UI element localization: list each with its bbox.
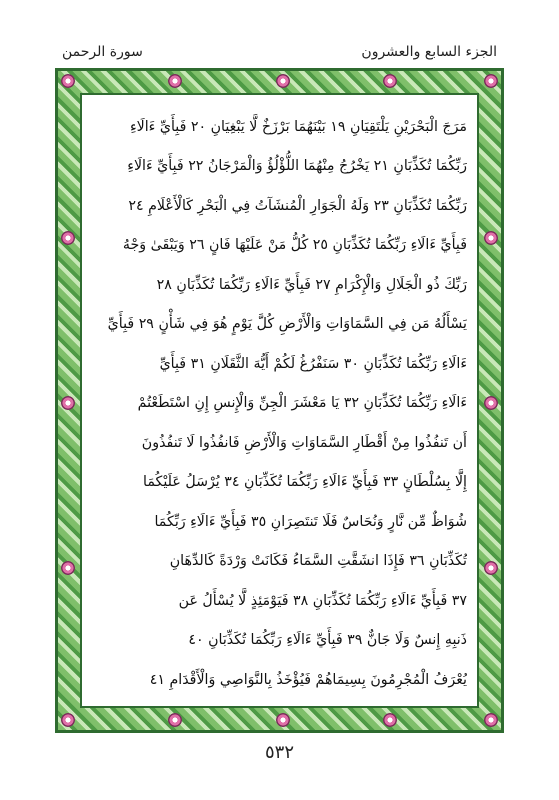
flower-ornament-icon xyxy=(276,74,290,88)
flower-ornament-icon xyxy=(61,74,75,88)
text-line: رَبِّكُمَا تُكَذِّبَانِ ٢٣ وَلَهُ الْجَوَارِ الْمُنشَآتُ فِي الْبَحْرِ كَالْأَعْلَامِ ٢٤ xyxy=(128,197,467,214)
text-line: ٣٧ فَبِأَيِّ ءَالَاءِ رَبِّكُمَا تُكَذِّبَانِ ٣٨ فَيَوْمَئِذٍ لَّا يُسْأَلُ عَن xyxy=(178,592,467,609)
flower-ornament-icon xyxy=(61,561,75,575)
text-line: أَن تَنفُذُوا مِنْ أَقْطَارِ السَّمَاوَاتِ وَالْأَرْضِ فَانفُذُوا لَا تَنفُذُونَ xyxy=(141,434,467,451)
text-line: ءَالَاءِ رَبِّكُمَا تُكَذِّبَانِ ٣٢ يَا مَعْشَرَ الْجِنِّ وَالْإِنسِ إِنِ اسْتَطَعْتُمْ xyxy=(137,395,467,412)
flower-ornament-icon xyxy=(484,74,498,88)
flower-ornament-icon xyxy=(168,713,182,727)
text-line: فَبِأَيِّ ءَالَاءِ رَبِّكُمَا تُكَذِّبَانِ ٢٥ كُلُّ مَنْ عَلَيْهَا فَانٍ ٢٦ وَيَبْقَىٰ وَجْهُ xyxy=(122,237,467,254)
text-line: تُكَذِّبَانِ ٣٦ فَإِذَا انشَقَّتِ السَّمَاءُ فَكَانَتْ وَرْدَةً كَالدِّهَانِ xyxy=(169,553,467,570)
text-line: مَرَجَ الْبَحْرَيْنِ يَلْتَقِيَانِ ١٩ بَيْنَهُمَا بَرْزَخٌ لَّا يَبْغِيَانِ ٢٠ فَبِأَيِّ ءَالَاءِ xyxy=(129,118,467,135)
flower-ornament-icon xyxy=(383,74,397,88)
text-line: رَبِّكَ ذُو الْجَلَالِ وَالْإِكْرَامِ ٢٧ فَبِأَيِّ ءَالَاءِ رَبِّكُمَا تُكَذِّبَانِ ٢٨ xyxy=(156,276,467,293)
flower-ornament-icon xyxy=(61,231,75,245)
page-number: ٥٣٢ xyxy=(264,742,294,763)
flower-ornament-icon xyxy=(484,713,498,727)
text-line: رَبِّكُمَا تُكَذِّبَانِ ٢١ يَخْرُجُ مِنْهُمَا اللُّؤْلُؤُ وَالْمَرْجَانُ ٢٢ فَبِأَيِّ ءَالَاءِ xyxy=(127,158,467,175)
text-line: شُوَاظٌ مِّن نَّارٍ وَنُحَاسٌ فَلَا تَنتَصِرَانِ ٣٥ فَبِأَيِّ ءَالَاءِ رَبِّكُمَا xyxy=(154,513,467,530)
text-line: يُعْرَفُ الْمُجْرِمُونَ بِسِيمَاهُمْ فَيُؤْخَذُ بِالنَّوَاصِي وَالْأَقْدَامِ ٤١ xyxy=(149,671,467,688)
text-line: يَسْأَلُهُ مَن فِي السَّمَاوَاتِ وَالْأَرْضِ كُلَّ يَوْمٍ هُوَ فِي شَأْنٍ ٢٩ فَبِأَيِّ xyxy=(107,316,467,333)
flower-ornament-icon xyxy=(484,396,498,410)
text-line: ءَالَاءِ رَبِّكُمَا تُكَذِّبَانِ ٣٠ سَنَفْرُغُ لَكُمْ أَيُّهَ الثَّقَلَانِ ٣١ فَبِأَيِّ xyxy=(159,355,467,372)
flower-ornament-icon xyxy=(168,74,182,88)
flower-ornament-icon xyxy=(61,396,75,410)
flower-ornament-icon xyxy=(484,561,498,575)
surah-name-header: سورة الرحمن xyxy=(62,44,143,60)
text-line: إِلَّا بِسُلْطَانٍ ٣٣ فَبِأَيِّ ءَالَاءِ رَبِّكُمَا تُكَذِّبَانِ ٣٤ يُرْسَلُ عَلَيْكُمَا xyxy=(143,474,467,491)
juz-name-header: الجزء السابع والعشرون xyxy=(361,44,497,60)
flower-ornament-icon xyxy=(276,713,290,727)
flower-ornament-icon xyxy=(383,713,397,727)
ornamental-frame xyxy=(55,68,504,733)
quran-text-block xyxy=(92,107,467,694)
text-line: ذَنبِهِ إِنسٌ وَلَا جَانٌّ ٣٩ فَبِأَيِّ ءَالَاءِ رَبِّكُمَا تُكَذِّبَانِ ٤٠ xyxy=(188,632,467,649)
flower-ornament-icon xyxy=(61,713,75,727)
flower-ornament-icon xyxy=(484,231,498,245)
